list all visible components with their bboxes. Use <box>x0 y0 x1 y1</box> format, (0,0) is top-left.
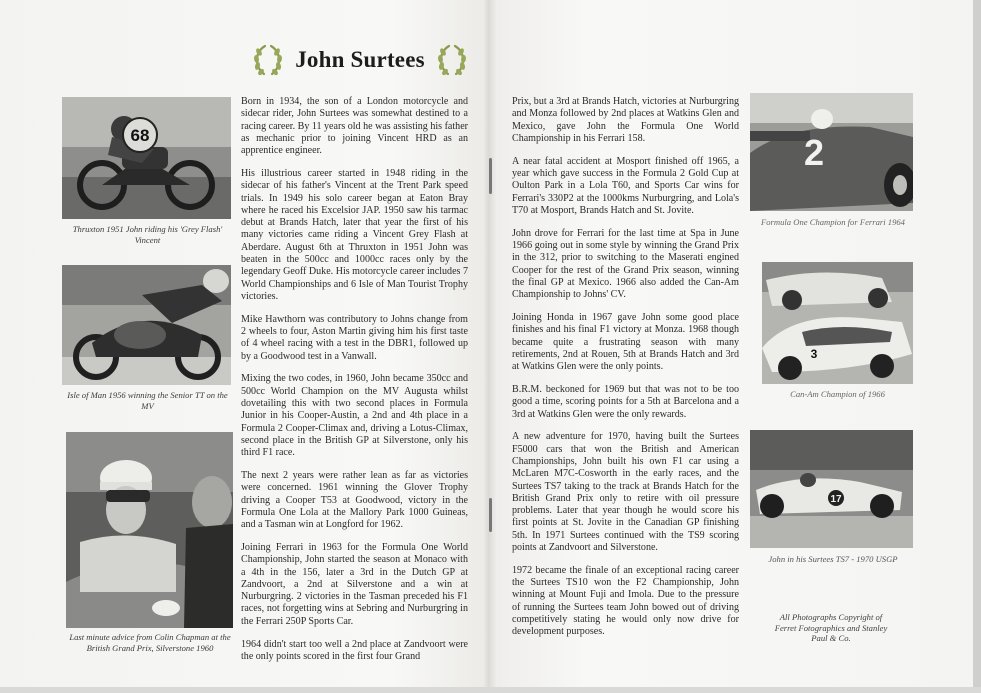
paragraph: John drove for Ferrari for the last time at Spa in June 1966 going out in some style by winning the Grand Prix in the 312, prior to switching to the Maserati engined Cooper for the rest of the Grand Prix season, winning the final GP at Mexico. 1966 also added the Can-Am Championship to Johns' CV. <box>512 227 739 301</box>
paragraph: The next 2 years were rather lean as far as victories were concerned. 1961 winning the Glover Trophy driving a Cooper T53 at Goodwood, victory in the Formula One Lola at the Mallory Park 1000 Guineas, and a Tasman win at Longford for 1962. <box>241 470 468 531</box>
caption-ts7: John in his Surtees TS7 - 1970 USGP <box>768 554 898 564</box>
page-edge <box>973 0 981 693</box>
caption-can-am: Can-Am Champion of 1966 <box>790 389 885 399</box>
paragraph: Mixing the two codes, in 1960, John became 350cc and 500cc World Champion on the MV Augusta whilst dovetailing this with two second places in Formula Junior in his Cooper-Austin, a 2nd and 4th place in a Formula 2 Cooper-Climax and, driving a Lotus-Climax, second place in the British GP at Silverstone, only his third F1 race. <box>241 373 468 459</box>
binding-staple <box>489 158 492 194</box>
photo-colin-chapman <box>66 432 233 628</box>
left-text-column <box>241 96 468 674</box>
photo-surtees-ts7 <box>750 430 913 548</box>
race-number: 17 <box>830 494 842 505</box>
paragraph: Mike Hawthorn was contributory to Johns change from 2 wheels to four, Aston Martin giving him his first taste of 4 wheel racing with a test in the DBR1, followed up by a Goodwood test in a Vanwall. <box>241 313 468 362</box>
photo-ferrari-158 <box>750 93 913 211</box>
paragraph: Joining Honda in 1967 gave John some good place finishes and his final F1 victory at Monza. 1968 though became quite a frustrating season with many retirements, 2nd at Rouen, 5th at Brands Hatch and 3rd at Watkins Glen were the only points. <box>512 311 739 373</box>
caption-isle-of-man: Isle of Man 1956 winning the Senior TT on the MV <box>67 390 228 411</box>
photo-can-am-lola <box>762 262 913 384</box>
paragraph: A near fatal accident at Mosport finished off 1965, a year which gave success in the Formula 2 Gold Cup at Oulton Park in a Lola T60, and Sports Car wins for Ferrari's 330P2 at the 1000kms Nurburgring, and Lola's T70 at Mosport, Brands Hatch and St. Jovite. <box>512 155 739 216</box>
race-number: 3 <box>810 347 818 361</box>
laurel-wreath-icon <box>435 42 469 78</box>
page-heading <box>240 40 480 80</box>
paragraph: B.R.M. beckoned for 1969 but that was not to be too good a time, scoring points for a 5th at Barcelona and a 3rd at Watkins Glen were the only rewards. <box>512 383 739 420</box>
paragraph: A new adventure for 1970, having built the Surtees F5000 cars that won the British and American Championships, John built his own F1 car using a McLaren M7C-Cosworth in the early races, and the Surtees TS7 taking to the track at Brands Hatch for the British Grand Prix only to retire with oil pressure problems. Later that year though he would score his first points at St. Jovite in the Canadian GP finishing 5th. In 1971 Surtees continued with the TS9 scoring points at Zandvoort and Silverstone. <box>512 431 739 553</box>
photo-copyright: All Photographs Copyright of Ferret Fotographics and Stanley Paul & Co. <box>774 612 888 643</box>
paragraph: 1964 didn't start too well a 2nd place at Zandvoort were the only points scored in the first four Grand <box>241 638 468 662</box>
paragraph: 1972 became the finale of an exceptional racing career the Surtees TS10 won the F2 Championship, John winning at Mount Fuji and Imola. Due to the pressure of running the Surtees team John bowed out of driving competitively stating he would only now drive for development purposes. <box>512 564 739 638</box>
caption-thruxton: Thruxton 1951 John riding his 'Grey Flash' Vincent <box>72 224 223 245</box>
page-title: John Surtees <box>295 47 425 72</box>
paragraph: Born in 1934, the son of a London motorcycle and sidecar rider, John Surtees was somewhat destined to a racing career. By 11 years old he was assisting his father as mechanic prior to joining Vincent HRD as an apprentice engineer. <box>241 96 469 157</box>
race-number: 68 <box>130 126 150 145</box>
binding-staple <box>489 498 492 532</box>
photo-isle-of-man-mv <box>62 265 231 385</box>
caption-chapman: Last minute advice from Colin Chapman at the British Grand Prix, Silverstone 1960 <box>69 632 231 653</box>
paragraph: Prix, but a 3rd at Brands Hatch, victories at Nurburgring and Monza followed by 2nd places at Watkins Glen and Mexico, gave John the Formula One World Championship in his Ferrari 158. <box>512 96 739 144</box>
right-text-column <box>512 96 739 649</box>
photo-thruxton-vincent <box>62 97 231 219</box>
paragraph: Joining Ferrari in 1963 for the Formula One World Championship, John started the season at Monaco with a 4th in the 156, later a 3rd in the Dutch GP at Zandvoort, a 2nd at Silverstone and a win at Nurburgring. 2 victories in the Tasman preceded his F1 races, not forgetting wins at Sebring and Nurburgring in the Ferrari 250P Sports Car. <box>241 542 468 627</box>
race-number: 2 <box>803 132 825 173</box>
page-edge <box>0 687 981 693</box>
laurel-wreath-icon <box>251 42 285 78</box>
caption-ferrari: Formula One Champion for Ferrari 1964 <box>761 217 905 227</box>
paragraph: His illustrious career started in 1948 riding in the sidecar of his father's Vincent at the Trent Park speed trials. In 1949 his solo career began at Eaton Bray where he raced his Excelsior JAP. 1950 saw his tarmac debut at Brands Hatch, later that year the first of his many victories came riding a Vincent Grey Flash at Aberdare. August 6th at Thruxton in 1951 John was beaten in the 500cc and 1000cc races only by the legendary Geoff Duke. His motorcycle career includes 7 World Championships and 6 Isle of Man Tourist Trophy victories. <box>241 167 468 302</box>
